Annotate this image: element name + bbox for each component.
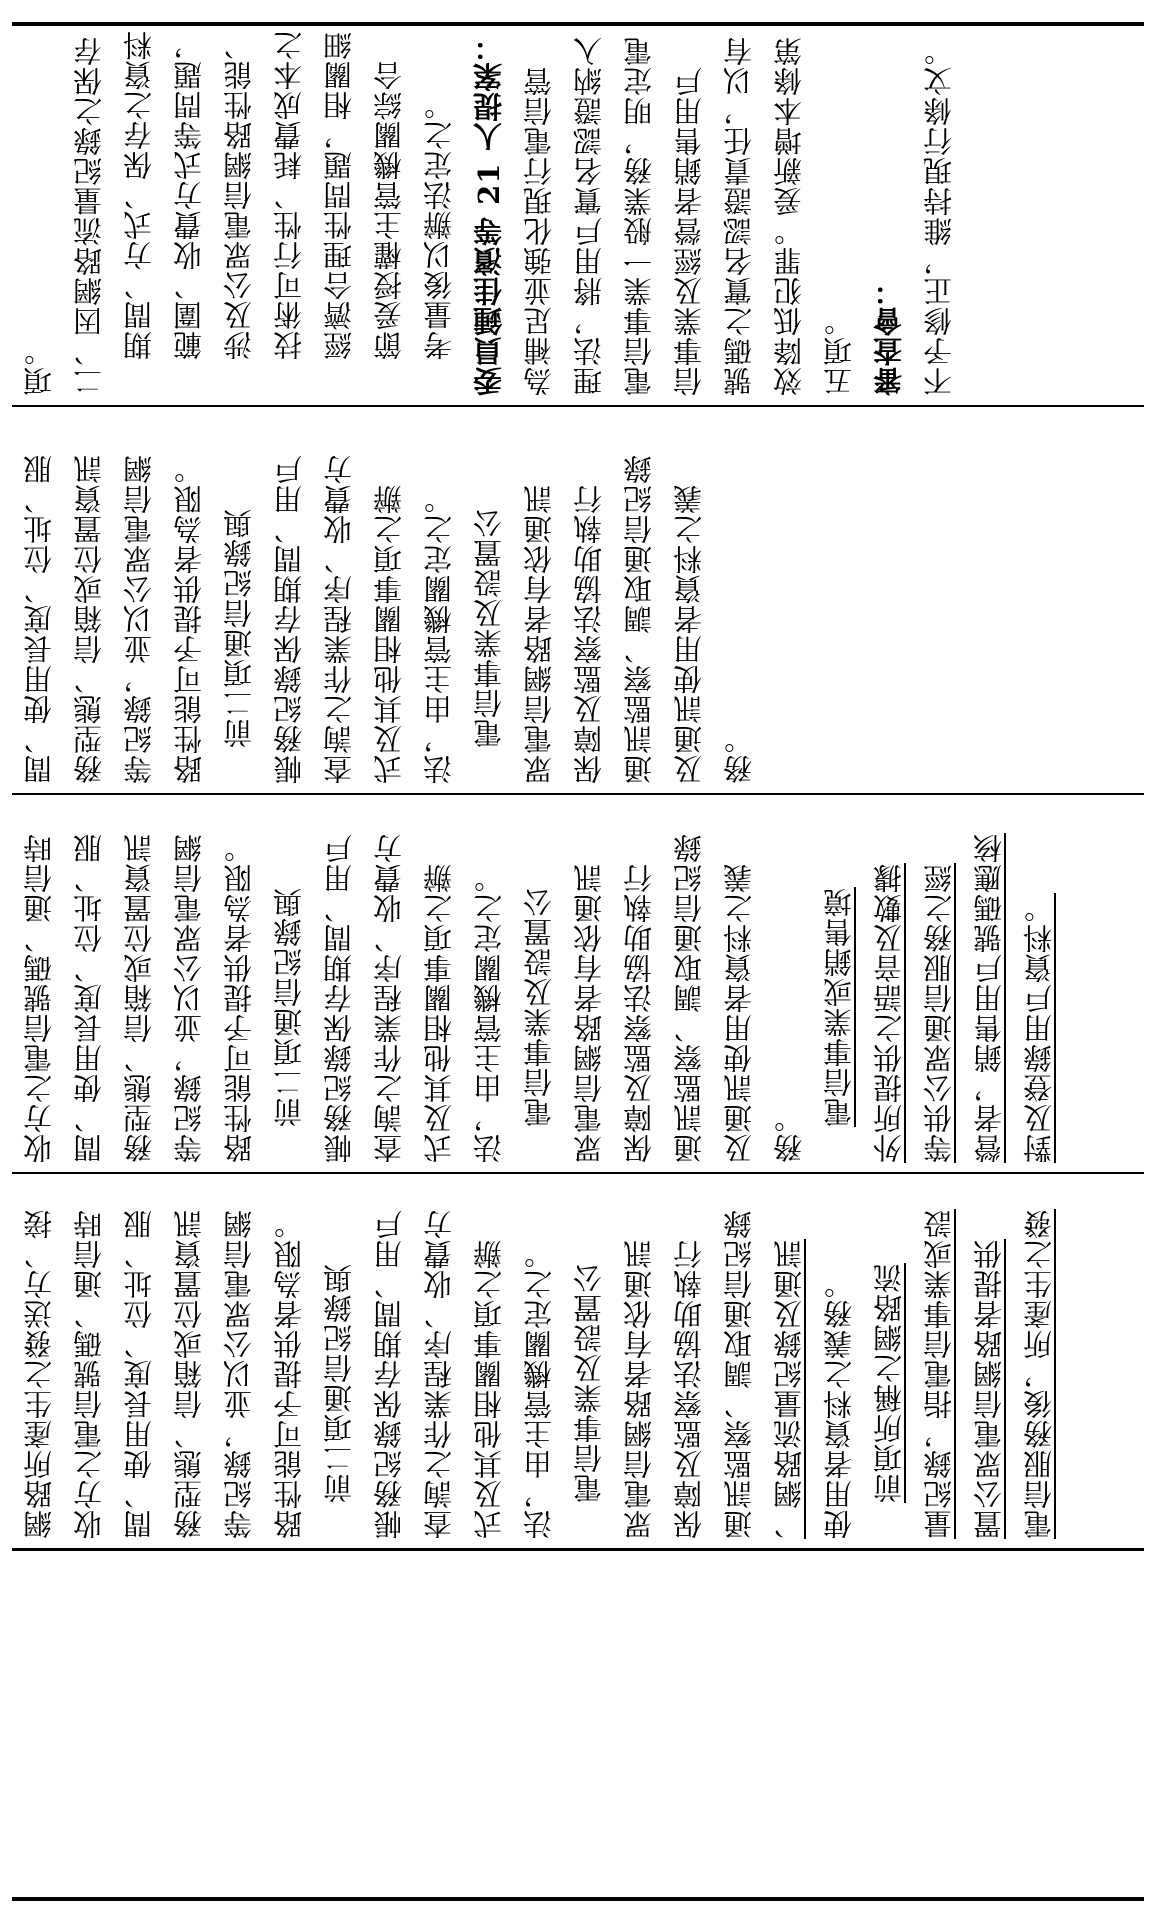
text-line: 前二項通信紀錄與	[322, 1263, 356, 1503]
text-line: 範圍、收費方式等問題，	[172, 30, 206, 360]
text-line: 及通訊使用者資料之義	[672, 484, 706, 784]
text-line: 效降低犯罪。爰新增本條第	[772, 36, 806, 396]
text-line: 及通訊使用者資料之義	[722, 863, 756, 1163]
text-line: 查詢之作業程序、收費方	[372, 833, 406, 1163]
review-version-cell	[14, 1177, 1142, 1545]
text-line: 帳務紀錄保存期間、用戶	[322, 833, 356, 1163]
text-line: 收方之電信號碼、通信時	[22, 833, 56, 1163]
text-line: 電信事業及設置公	[522, 887, 556, 1127]
empty-cell	[14, 1555, 1142, 1893]
text-line: 保障及監察法協助執行	[572, 484, 606, 784]
text-line: 等紀錄，並以公眾電信網	[172, 833, 206, 1163]
amended-text-line: 前項所稱之網路流	[872, 1263, 906, 1503]
text-line: 路性能可予提供者為限。	[272, 1209, 306, 1539]
text-line: 路性能可予提供者為限。	[222, 833, 256, 1163]
text-line: 期間、方式、保存之資料	[122, 30, 156, 360]
text-line: 眾電信網路者有依通訊	[622, 1239, 656, 1539]
column-divider	[12, 405, 1144, 407]
text-line: 務型態、信箱或位置資訊	[72, 454, 106, 784]
text-line: 查詢之作業程序、收費方	[422, 1209, 456, 1539]
text-line: 電信事業及設置公	[572, 1263, 606, 1503]
text-line: 查詢之作業程序、收費方	[322, 454, 356, 784]
amended-text-line: 置公眾電信網路者提供	[972, 1239, 1006, 1539]
column-divider	[12, 1172, 1144, 1174]
text-line: 電信事業一般業務，明定電	[622, 36, 656, 396]
text-line: 項。	[22, 336, 56, 396]
text-line: 二、因網路流量紀錄之保存	[72, 36, 106, 396]
text-line: 等紀錄，並以公眾電信網	[122, 454, 156, 784]
text-line: 務。	[722, 724, 756, 784]
text-line: 路性能可予提供者為限。	[172, 454, 206, 784]
text-line: 務型態、信箱或位置資訊	[122, 833, 156, 1163]
text-line: 前二項通信紀錄與	[222, 508, 256, 748]
amended-text-line: 、網路流量紀錄及通訊	[772, 1239, 806, 1539]
text-line: 收方之電信號碼、通信時	[72, 1209, 106, 1539]
proposal-cell	[14, 798, 1142, 1169]
text-line: 保障及監察法協助執行	[622, 863, 656, 1163]
text-line: 為補足並強化現行電信管	[522, 66, 556, 396]
amended-text-line: 等供公眾通信服務之經	[922, 863, 956, 1163]
text-line: 號碼之實名認證責任，以有	[722, 36, 756, 396]
text-line: 等紀錄，並以公眾電信網	[222, 1209, 256, 1539]
text-line: 考量後以辦法定之。	[422, 90, 456, 360]
text-line: 眾電信網路者有依通訊	[572, 863, 606, 1163]
text-line: 保障及監察法協助執行	[672, 1239, 706, 1539]
text-line: 務。	[772, 1103, 806, 1163]
text-line: 帳務紀錄保存期間、用戶	[372, 1209, 406, 1539]
amended-text-line: 對及登錄用戶資料。	[1022, 893, 1056, 1163]
text-line: 式及其他相關事項之辦	[422, 863, 456, 1163]
text-line: 法，由主管機關定之。	[522, 1239, 556, 1539]
text-line: 間、使用長度、位址、服	[72, 833, 106, 1163]
column-divider	[12, 1548, 1144, 1551]
text-line: 前二項通信紀錄與	[272, 887, 306, 1127]
text-line: 間、使用長度、位址、服	[122, 1209, 156, 1539]
current-article-cell	[14, 410, 1142, 790]
explanation-cell	[14, 30, 1142, 402]
top-rule	[12, 22, 1144, 26]
text-line: 式及其他相關事項之辦	[472, 1239, 506, 1539]
review-heading: 審查會：	[872, 276, 906, 396]
text-line: 技術可行性、耗費成本之	[272, 30, 306, 360]
text-line: 不予修正，維持現行條文。	[922, 36, 956, 396]
text-line: 務型態、信箱或位置資訊	[172, 1209, 206, 1539]
text-line: 節爰授權主管機關綜合	[372, 60, 406, 360]
amended-text-line: 量紀錄，指電信事業或設	[922, 1209, 956, 1539]
bottom-rule	[12, 1897, 1144, 1901]
amended-text-line: 營者，銷售用戶號碼應核	[972, 833, 1006, 1163]
text-line: 經濟合理性問題，相關細	[322, 30, 356, 360]
column-divider	[12, 793, 1144, 795]
amended-text-line: 電信服務後，所產生之發	[1022, 1209, 1056, 1539]
text-line: 間、使用長度、位址、服	[22, 454, 56, 784]
amended-text-line: 電信事業或銷售境	[822, 887, 856, 1127]
text-line: 通訊監察、調取通信紀錄	[722, 1209, 756, 1539]
text-line: 理法，將用戶實名認證納入	[572, 36, 606, 396]
text-line: 通訊監察、調取通信紀錄	[622, 454, 656, 784]
text-line: 電信事業及設置公	[472, 508, 506, 748]
text-line: 信事業及經營者銷售用戶	[672, 66, 706, 396]
text-line: 式及其他相關事項之辦	[372, 484, 406, 784]
amended-text-line: 外所提供之語音及數據	[872, 863, 906, 1163]
text-line: 使用者資料之義務。	[822, 1269, 856, 1539]
text-line: 法，由主管機關定之。	[422, 484, 456, 784]
text-line: 法，由主管機關定之。	[472, 863, 506, 1163]
text-line: 網路所產生之發送方、接	[22, 1209, 56, 1539]
proposer-heading: 委員鍾佳濱等 21 人提案：	[472, 31, 506, 396]
text-line: 五項。	[822, 306, 856, 396]
text-line: 帳務紀錄保存期間、用戶	[272, 454, 306, 784]
text-line: 通訊監察、調取通信紀錄	[672, 833, 706, 1163]
text-line: 涉及公眾電信網路性能、	[222, 30, 256, 360]
text-line: 眾電信網路者有依通訊	[522, 484, 556, 784]
